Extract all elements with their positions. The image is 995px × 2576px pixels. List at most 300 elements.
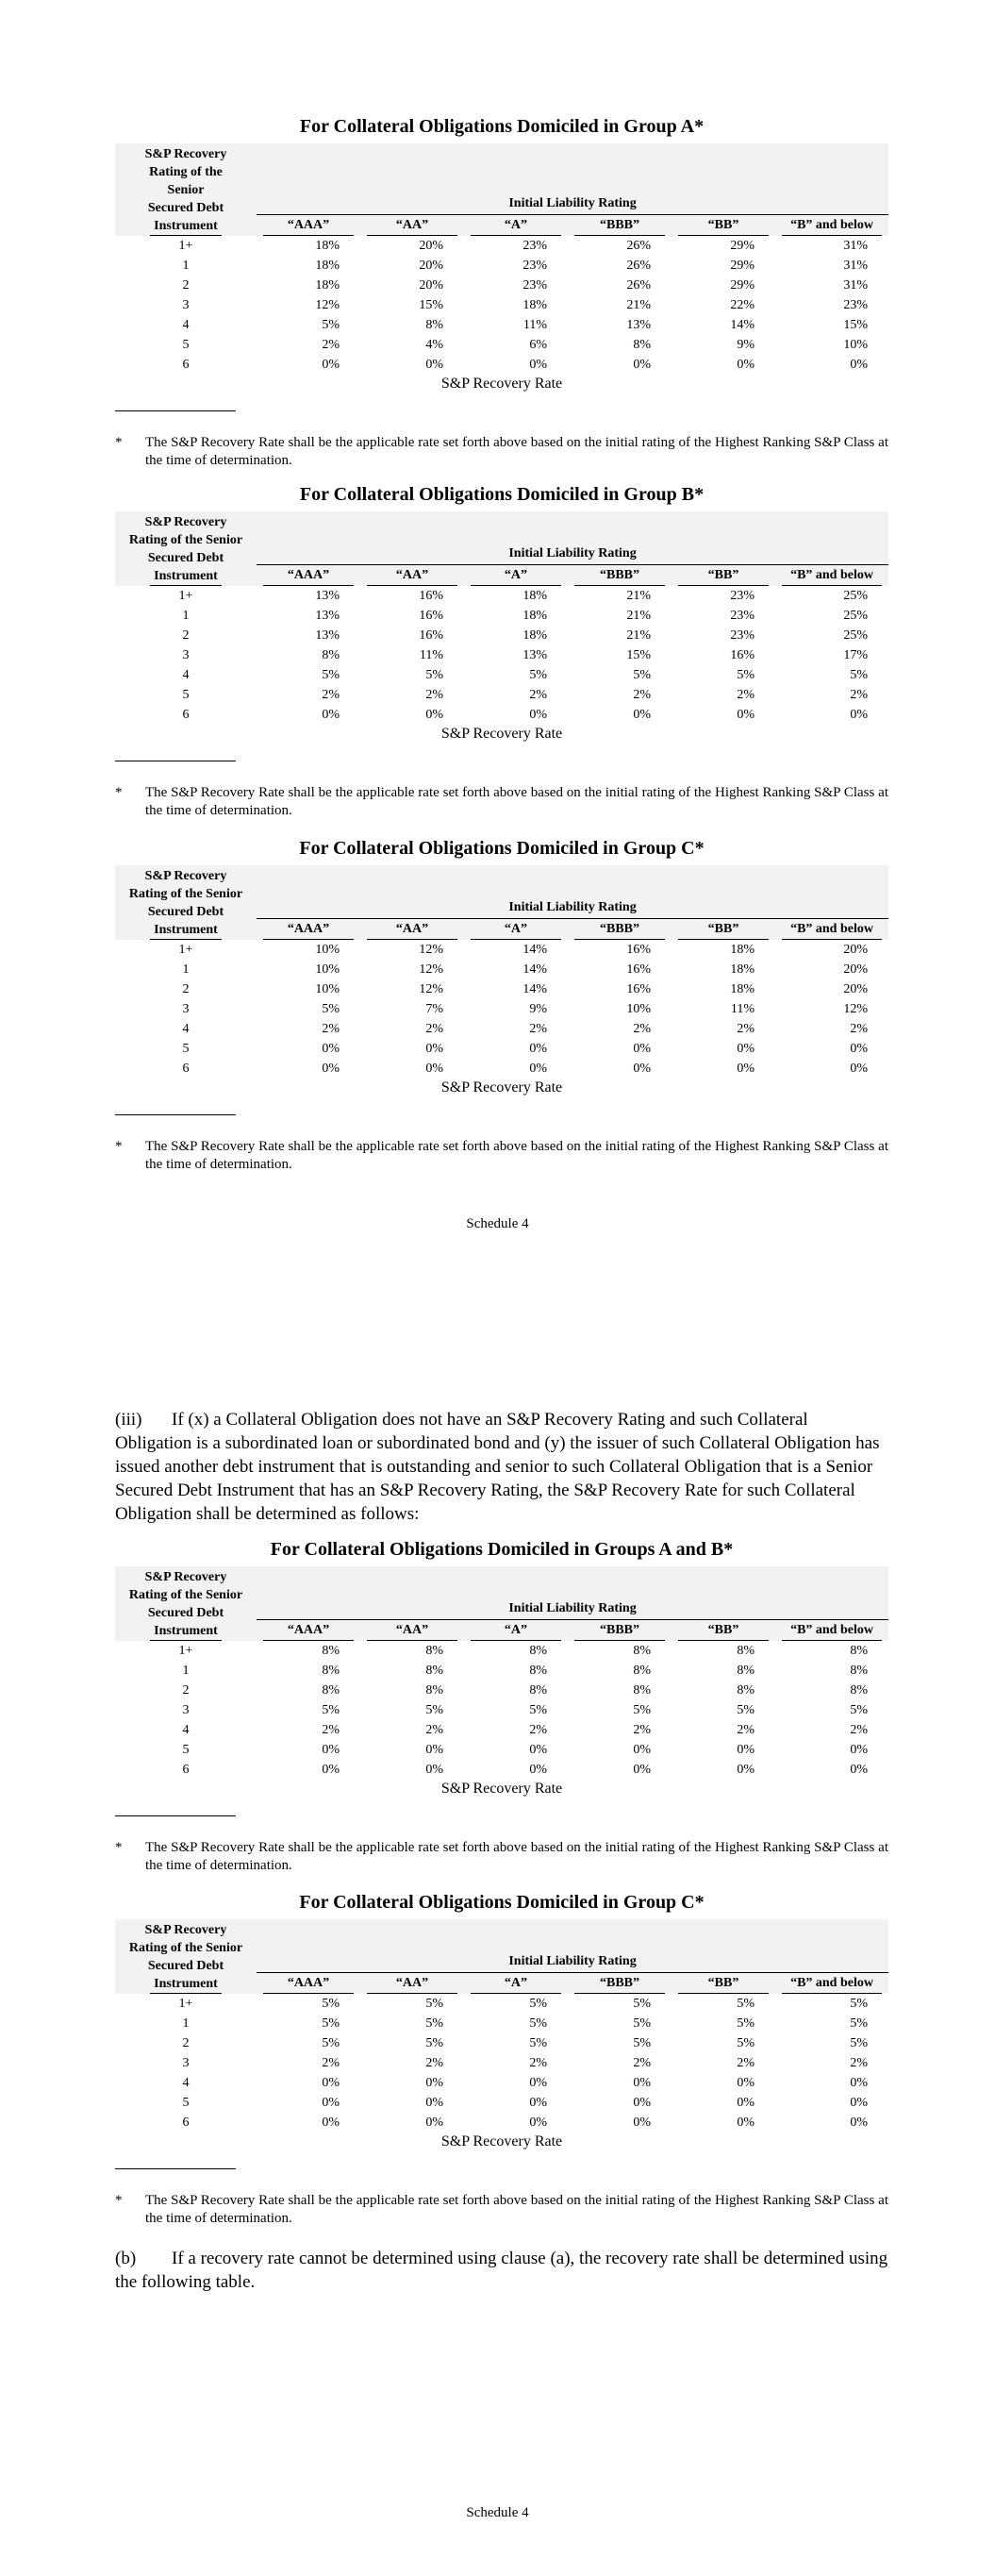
rate-cell: 2% [529, 1723, 547, 1737]
rate-cell: 18% [522, 298, 547, 312]
table-title: For Collateral Obligations Domiciled in Group C* [299, 1892, 705, 1913]
rate-cell: 8% [425, 318, 443, 332]
rate-cell: 5% [322, 1997, 340, 2011]
rate-cell: 5% [737, 668, 755, 682]
rate-cell: 2% [529, 2056, 547, 2070]
row-label: 2 [182, 982, 190, 996]
corner-header-line [119, 1975, 253, 1994]
corner-header-last-line: Instrument [150, 217, 222, 236]
column-header [257, 565, 360, 587]
rate-cell: 5% [737, 2036, 755, 2050]
footnote-rule [115, 410, 236, 411]
rate-cell: 6% [529, 338, 547, 352]
column-header-label: “A” [471, 1974, 562, 1994]
rate-cell: 21% [626, 628, 651, 643]
table-row [115, 665, 888, 685]
rate-cell: 20% [419, 278, 443, 293]
corner-header [115, 865, 257, 940]
row-label: 6 [182, 1062, 190, 1076]
rate-cell: 0% [322, 1062, 340, 1076]
corner-header [115, 1566, 257, 1641]
rate-cell: 5% [850, 1997, 869, 2011]
footnote-marker: * [115, 1139, 123, 1154]
table-block-group-b [115, 483, 888, 820]
rate-cell: 14% [522, 962, 547, 977]
paragraph-b [115, 2247, 888, 2294]
rate-cell: 18% [730, 943, 755, 957]
column-header [464, 565, 568, 587]
column-header [775, 215, 888, 237]
corner-header-line: S&P Recovery [144, 147, 227, 161]
rate-cell: 21% [626, 609, 651, 623]
column-header-label: “AA” [367, 1621, 458, 1641]
rate-cell: 13% [315, 589, 340, 603]
rate-cell: 5% [633, 668, 651, 682]
rate-cell: 2% [850, 2056, 869, 2070]
rate-cell: 0% [322, 2076, 340, 2090]
row-label: 3 [182, 298, 190, 312]
table-row [115, 1740, 888, 1760]
recovery-rate-table [115, 1566, 888, 1780]
rate-cell: 23% [730, 609, 755, 623]
rate-cell: 2% [322, 2056, 340, 2070]
column-header [672, 1973, 775, 1995]
column-header [464, 919, 568, 941]
rate-cell: 8% [322, 1664, 340, 1678]
rate-cell: 5% [529, 668, 547, 682]
rate-cell: 5% [633, 1703, 651, 1717]
column-header-label: “AA” [367, 1974, 458, 1994]
row-label: 4 [182, 1723, 190, 1737]
row-label: 6 [182, 1763, 190, 1777]
corner-header [115, 143, 257, 236]
column-header [360, 1973, 464, 1995]
rate-cell: 0% [737, 2096, 755, 2110]
row-label: 3 [182, 1703, 190, 1717]
column-header-label: “AAA” [263, 216, 355, 236]
rate-cell: 8% [850, 1644, 869, 1658]
table-row [115, 606, 888, 626]
rate-cell: 2% [633, 1723, 651, 1737]
rate-cell: 0% [737, 1062, 755, 1076]
initial-liability-rating-header: Initial Liability Rating [257, 1919, 888, 1973]
table-title: For Collateral Obligations Domiciled in Group C* [299, 838, 705, 859]
column-header-label: “BBB” [574, 1621, 666, 1641]
rate-cell: 0% [529, 2076, 547, 2090]
rate-cell: 5% [633, 2016, 651, 2031]
row-label: 1+ [178, 239, 193, 253]
table-title: For Collateral Obligations Domiciled in Group B* [299, 484, 705, 505]
rate-cell: 2% [322, 688, 340, 702]
column-header-label: “BB” [678, 566, 770, 586]
row-label: 1 [182, 962, 190, 977]
table-row [115, 2093, 888, 2113]
table-caption: S&P Recovery Rate [440, 376, 563, 392]
corner-header-line [119, 567, 253, 586]
rate-cell: 21% [626, 298, 651, 312]
rate-cell: 12% [419, 943, 443, 957]
row-label: 1+ [178, 1644, 193, 1658]
rate-cell: 13% [522, 648, 547, 662]
rate-cell: 0% [737, 2116, 755, 2130]
rate-cell: 20% [419, 239, 443, 253]
footnote-rule [115, 1815, 236, 1816]
rate-cell: 8% [633, 1644, 651, 1658]
rate-cell: 25% [843, 628, 869, 643]
rate-cell: 11% [522, 318, 547, 332]
corner-header-line: Senior [167, 183, 205, 197]
rate-cell: 26% [626, 278, 651, 293]
rate-cell: 17% [843, 648, 869, 662]
rate-cell: 18% [522, 628, 547, 643]
table-row [115, 256, 888, 276]
table-row [115, 1760, 888, 1780]
corner-header-line: S&P Recovery [144, 1923, 227, 1937]
rate-cell: 31% [843, 239, 869, 253]
rate-cell: 25% [843, 589, 869, 603]
column-header [360, 919, 464, 941]
row-label: 1 [182, 2016, 190, 2031]
footnote-marker: * [115, 435, 123, 450]
rate-cell: 12% [419, 982, 443, 996]
rate-cell: 20% [843, 962, 869, 977]
paragraph-iii-text: If (x) a Collateral Obligation does not have an S&P Recovery Rating and such Collateral Obligation is a subordinated loan or subordinated bond and (y) the issuer of such Collateral Obligation has issued another debt instrument that is outstanding and senior to such Collateral Obligation that is a Senior Secured Debt Instrument that has an S&P Recovery Rating, the S&P Recovery Rate for such Collateral Obligation shall be determined as follows: [115, 1410, 880, 1524]
rate-cell: 16% [626, 943, 651, 957]
column-header-label: “AAA” [263, 1974, 355, 1994]
table-title: For Collateral Obligations Domiciled in Group A* [299, 116, 705, 137]
rate-cell: 0% [850, 2076, 869, 2090]
table-row [115, 2113, 888, 2133]
column-header-label: “A” [471, 920, 562, 940]
rate-cell: 5% [529, 1997, 547, 2011]
rate-cell: 5% [322, 668, 340, 682]
initial-liability-rating-header: Initial Liability Rating [257, 865, 888, 919]
table-row [115, 2033, 888, 2053]
rate-cell: 8% [737, 1664, 755, 1678]
rate-cell: 15% [419, 298, 443, 312]
rate-cell: 14% [522, 982, 547, 996]
table-row [115, 940, 888, 960]
paragraph-b-text: If a recovery rate cannot be determined using clause (a), the recovery rate shall be determined using the following table. [115, 2249, 888, 2292]
rate-cell: 0% [850, 708, 869, 722]
row-label: 6 [182, 708, 190, 722]
column-header [568, 565, 672, 587]
rate-cell: 16% [419, 609, 443, 623]
rate-cell: 8% [737, 1644, 755, 1658]
rate-cell: 14% [730, 318, 755, 332]
corner-header-line: Rating of the [149, 165, 223, 179]
table-row [115, 999, 888, 1019]
rate-cell: 13% [626, 318, 651, 332]
column-header-label: “B” and below [782, 1974, 882, 1994]
rate-cell: 0% [529, 2116, 547, 2130]
rate-cell: 11% [730, 1002, 755, 1016]
row-label: 6 [182, 358, 190, 372]
rate-cell: 15% [843, 318, 869, 332]
column-header-label: “BBB” [574, 1974, 666, 1994]
rate-cell: 0% [529, 1743, 547, 1757]
column-header [672, 919, 775, 941]
table-block-group-c [115, 837, 888, 1174]
rate-cell: 0% [425, 2076, 443, 2090]
column-header-label: “B” and below [782, 920, 882, 940]
rate-cell: 20% [419, 259, 443, 273]
rate-cell: 9% [737, 338, 755, 352]
table-row [115, 705, 888, 725]
table-caption: S&P Recovery Rate [440, 1781, 563, 1797]
rate-cell: 2% [850, 1022, 869, 1036]
rate-cell: 5% [322, 2036, 340, 2050]
table-row [115, 276, 888, 295]
corner-header-last-line: Instrument [150, 1975, 222, 1994]
rate-cell: 5% [850, 2036, 869, 2050]
footnote-text: The S&P Recovery Rate shall be the applicable rate set forth above based on the initial rating of the Highest Ranking S&P Class at the time of determination. [145, 1139, 888, 1172]
rate-cell: 5% [529, 2036, 547, 2050]
rate-cell: 8% [737, 1683, 755, 1698]
recovery-rate-table [115, 1919, 888, 2133]
rate-cell: 18% [730, 982, 755, 996]
column-header [568, 1973, 672, 1995]
rate-cell: 5% [425, 668, 443, 682]
footnote [115, 1138, 888, 1174]
corner-header-line: Secured Debt [147, 1606, 224, 1620]
row-label: 2 [182, 628, 190, 643]
column-header [464, 215, 568, 237]
column-header [360, 565, 464, 587]
rate-cell: 2% [633, 2056, 651, 2070]
rate-cell: 0% [737, 1743, 755, 1757]
rate-cell: 20% [843, 982, 869, 996]
row-label: 4 [182, 1022, 190, 1036]
rate-cell: 13% [315, 628, 340, 643]
rate-cell: 0% [425, 1042, 443, 1056]
row-label: 1+ [178, 943, 193, 957]
table-row [115, 355, 888, 375]
rate-cell: 0% [529, 1042, 547, 1056]
column-header [257, 1620, 360, 1642]
corner-header-line: Secured Debt [147, 905, 224, 919]
column-header [360, 215, 464, 237]
rate-cell: 22% [730, 298, 755, 312]
column-header-label: “BBB” [574, 216, 666, 236]
rate-cell: 2% [529, 688, 547, 702]
corner-header-line: S&P Recovery [144, 1570, 227, 1584]
rate-cell: 5% [850, 668, 869, 682]
row-label: 1+ [178, 589, 193, 603]
rate-cell: 0% [633, 1743, 651, 1757]
column-header-label: “B” and below [782, 566, 882, 586]
column-header [672, 565, 775, 587]
row-label: 1 [182, 1664, 190, 1678]
rate-cell: 0% [529, 1763, 547, 1777]
corner-header-last-line: Instrument [150, 1622, 222, 1641]
rate-cell: 10% [315, 943, 340, 957]
table-caption: S&P Recovery Rate [440, 1079, 563, 1096]
row-label: 5 [182, 1042, 190, 1056]
table-row [115, 335, 888, 355]
rate-cell: 5% [850, 2016, 869, 2031]
corner-header-line [119, 1622, 253, 1641]
rate-cell: 0% [737, 708, 755, 722]
rate-cell: 8% [322, 1683, 340, 1698]
corner-header [115, 511, 257, 586]
rate-cell: 29% [730, 259, 755, 273]
row-label: 5 [182, 2096, 190, 2110]
rate-cell: 0% [529, 1062, 547, 1076]
corner-header-line: Secured Debt [147, 1959, 224, 1973]
recovery-rate-table [115, 511, 888, 725]
rate-cell: 0% [322, 708, 340, 722]
table-row [115, 315, 888, 335]
rate-cell: 5% [322, 318, 340, 332]
table-row [115, 960, 888, 979]
table-row [115, 645, 888, 665]
footnote [115, 784, 888, 820]
rate-cell: 16% [419, 589, 443, 603]
row-label: 3 [182, 648, 190, 662]
row-label: 5 [182, 1743, 190, 1757]
rate-cell: 5% [322, 2016, 340, 2031]
column-header-label: “BB” [678, 1974, 770, 1994]
rate-cell: 0% [322, 2096, 340, 2110]
rate-cell: 16% [730, 648, 755, 662]
column-header [672, 1620, 775, 1642]
rate-cell: 0% [850, 1743, 869, 1757]
recovery-rate-table [115, 865, 888, 1079]
rate-cell: 0% [633, 708, 651, 722]
rate-cell: 0% [322, 358, 340, 372]
rate-cell: 2% [425, 1022, 443, 1036]
rate-cell: 0% [529, 358, 547, 372]
corner-header-line [119, 217, 253, 236]
rate-cell: 0% [425, 358, 443, 372]
table-row [115, 1720, 888, 1740]
rate-cell: 8% [529, 1683, 547, 1698]
rate-cell: 2% [425, 688, 443, 702]
rate-cell: 0% [850, 2116, 869, 2130]
rate-cell: 5% [737, 1997, 755, 2011]
rate-cell: 18% [315, 278, 340, 293]
row-label: 4 [182, 2076, 190, 2090]
rate-cell: 2% [425, 2056, 443, 2070]
footnote-marker: * [115, 2193, 123, 2208]
rate-cell: 0% [529, 708, 547, 722]
rate-cell: 10% [315, 982, 340, 996]
rate-cell: 5% [633, 2036, 651, 2050]
table-caption: S&P Recovery Rate [440, 2133, 563, 2149]
rate-cell: 31% [843, 278, 869, 293]
table-row [115, 2073, 888, 2093]
rate-cell: 16% [626, 982, 651, 996]
table-block-groups-a-and-b [115, 1538, 888, 1875]
column-header-label: “BB” [678, 216, 770, 236]
rate-cell: 10% [843, 338, 869, 352]
column-header [257, 215, 360, 237]
rate-cell: 0% [850, 1062, 869, 1076]
column-header-label: “BB” [678, 920, 770, 940]
table-row [115, 1994, 888, 2014]
table-row [115, 1661, 888, 1681]
table-row [115, 1700, 888, 1720]
column-header [464, 1973, 568, 1995]
table-block-group-c-subordinated [115, 1891, 888, 2228]
table-row [115, 236, 888, 256]
rate-cell: 0% [633, 2076, 651, 2090]
rate-cell: 8% [633, 338, 651, 352]
row-label: 2 [182, 278, 190, 293]
footnote-text: The S&P Recovery Rate shall be the applicable rate set forth above based on the initial rating of the Highest Ranking S&P Class at the time of determination. [145, 785, 888, 818]
rate-cell: 10% [626, 1002, 651, 1016]
rate-cell: 5% [529, 2016, 547, 2031]
row-label: 4 [182, 318, 190, 332]
row-label: 4 [182, 668, 190, 682]
footnote-text: The S&P Recovery Rate shall be the applicable rate set forth above based on the initial rating of the Highest Ranking S&P Class at the time of determination. [145, 435, 888, 468]
rate-cell: 18% [315, 259, 340, 273]
rate-cell: 5% [425, 2016, 443, 2031]
rate-cell: 2% [737, 1723, 755, 1737]
column-header [464, 1620, 568, 1642]
corner-header-line: Rating of the Senior [128, 887, 243, 901]
rate-cell: 2% [633, 688, 651, 702]
corner-header-line: Rating of the Senior [128, 1588, 243, 1602]
rate-cell: 0% [737, 1763, 755, 1777]
rate-cell: 0% [322, 1042, 340, 1056]
column-header-label: “A” [471, 216, 562, 236]
rate-cell: 23% [730, 589, 755, 603]
rate-cell: 5% [322, 1002, 340, 1016]
schedule-label-bottom: Schedule 4 [466, 2505, 529, 2520]
rate-cell: 0% [633, 2096, 651, 2110]
rate-cell: 5% [529, 1703, 547, 1717]
rate-cell: 21% [626, 589, 651, 603]
rate-cell: 2% [633, 1022, 651, 1036]
rate-cell: 8% [425, 1683, 443, 1698]
column-header-label: “AA” [367, 566, 458, 586]
corner-header-line: Rating of the Senior [128, 1941, 243, 1955]
rate-cell: 5% [425, 1703, 443, 1717]
footnote-marker: * [115, 785, 123, 800]
rate-cell: 0% [529, 2096, 547, 2110]
table-row [115, 1681, 888, 1700]
column-header-label: “AA” [367, 920, 458, 940]
table-row [115, 295, 888, 315]
row-label: 1+ [178, 1997, 193, 2011]
row-label: 3 [182, 1002, 190, 1016]
corner-header-line: S&P Recovery [144, 515, 227, 529]
rate-cell: 2% [529, 1022, 547, 1036]
rate-cell: 0% [425, 1062, 443, 1076]
corner-header-last-line: Instrument [150, 567, 222, 586]
column-header-label: “A” [471, 1621, 562, 1641]
rate-cell: 0% [737, 1042, 755, 1056]
rate-cell: 0% [425, 1743, 443, 1757]
row-label: 5 [182, 688, 190, 702]
rate-cell: 8% [529, 1644, 547, 1658]
row-label: 2 [182, 2036, 190, 2050]
column-header-label: “AA” [367, 216, 458, 236]
rate-cell: 5% [425, 1997, 443, 2011]
column-header [775, 1620, 888, 1642]
row-label: 5 [182, 338, 190, 352]
rate-cell: 0% [633, 1062, 651, 1076]
row-label: 6 [182, 2116, 190, 2130]
table-row [115, 1039, 888, 1059]
paragraph-iii [115, 1408, 888, 1526]
rate-cell: 8% [633, 1664, 651, 1678]
rate-cell: 23% [522, 278, 547, 293]
rate-cell: 2% [425, 1723, 443, 1737]
rate-cell: 0% [425, 708, 443, 722]
